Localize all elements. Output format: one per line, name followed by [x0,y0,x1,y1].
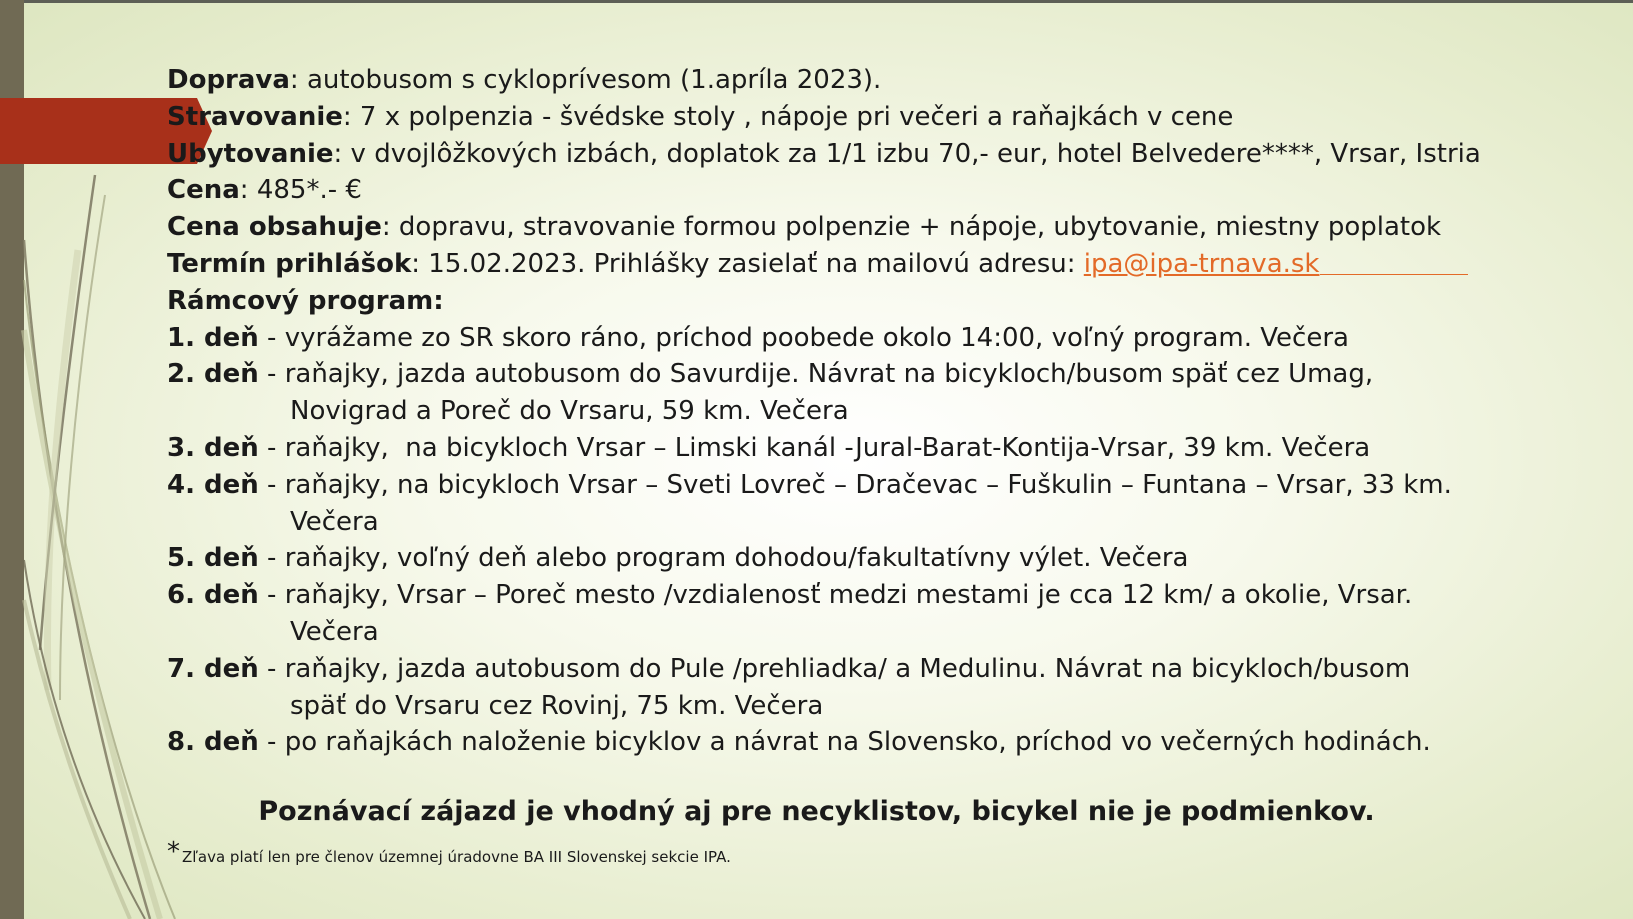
day-separator: - [258,653,285,684]
day-line [167,356,1627,393]
info-label: Cena obsahuje [167,212,382,243]
info-line [167,172,1627,209]
day-separator: - [258,469,285,500]
info-separator: : [289,65,307,95]
day-label: 6. deň [167,580,259,611]
info-text: 7 x polpenzia - švédske stoly , nápoje pri večeri a raňajkách v cene [359,101,1234,132]
day-text: raňajky, voľný deň alebo program dohodou/fakultatívny výlet. Večera [284,543,1189,574]
day-text: raňajky, na bicykloch Vrsar – Sveti Lovreč – Dračevac – Fuškulin – Funtana – Vrsar, 33 km. [284,469,1452,500]
info-label: Stravovanie [167,101,343,132]
day-line [167,724,1627,761]
day-text: Novigrad a Poreč do Vrsaru, 59 km. Večera [290,396,849,427]
day-label: 2. deň [167,359,259,390]
day-label: 7. deň [167,653,259,684]
info-line [167,136,1627,173]
day-continuation-line [167,504,1627,541]
day-separator: - [258,580,285,611]
day-line [167,467,1627,504]
email-link[interactable]: ipa@ipa-trnava.sk [1083,248,1320,279]
program-heading: Rámcový program: [167,285,444,316]
info-label: Doprava [167,65,290,95]
footnote [167,837,731,867]
day-separator: - [258,432,285,463]
info-line [167,62,1627,99]
info-text: autobusom s cykloprívesom (1.apríla 2023). [306,65,882,95]
info-line [167,99,1627,136]
day-label: 1. deň [167,322,259,353]
day-label: 3. deň [167,432,259,463]
day-text: Večera [290,616,379,647]
day-text: vyrážame zo SR skoro ráno, príchod poobede okolo 14:00, voľný program. Večera [284,322,1349,353]
day-continuation-line [167,393,1627,430]
registration-line [167,246,1627,283]
registration-label: Termín prihlášok [167,248,412,279]
info-section [167,62,1627,246]
day-line [167,651,1627,688]
registration-text: 15.02.2023. Prihlášky zasielať na mailovú adresu: [428,248,1084,279]
info-separator: : [381,212,399,243]
day-text: Večera [290,506,379,537]
day-separator: - [258,543,285,574]
day-text: raňajky, jazda autobusom do Savurdije. Návrat na bicykloch/busom späť cez Umag, [284,359,1374,390]
bottom-note: Poznávací zájazd je vhodný aj pre necyklistov, bicykel nie je podmienkov. [258,796,1375,827]
day-text: raňajky, Vrsar – Poreč mesto /vzdialenosť medzi mestami je cca 12 km/ a okolie, Vrsar. [284,580,1413,611]
info-text: dopravu, stravovanie formou polpenzie + nápoje, ubytovanie, miestny poplatok [398,212,1442,243]
day-line [167,430,1627,467]
registration-separator: : [411,248,429,279]
info-line [167,209,1627,246]
day-text: po raňajkách naloženie bicyklov a návrat na Slovensko, príchod vo večerných hodinách. [284,727,1431,758]
footnote-text: Zľava platí len pre členov územnej úradovne BA III Slovenskej sekcie IPA. [182,848,731,866]
day-label: 4. deň [167,469,259,500]
day-text: raňajky, jazda autobusom do Pule /prehliadka/ a Medulinu. Návrat na bicykloch/busom [284,653,1411,684]
day-line [167,577,1627,614]
content-block [167,62,1627,761]
day-text: raňajky, na bicykloch Vrsar – Limski kanál -Jural-Barat-Kontija-Vrsar, 39 km. Večera [284,432,1371,463]
info-text: 485*.- € [256,175,362,206]
day-text: späť do Vrsaru cez Rovinj, 75 km. Večera [290,690,824,721]
info-text: v dvojlôžkových izbách, doplatok za 1/1 izbu 70,- eur, hotel Belvedere****, Vrsar, Istria [350,138,1481,169]
day-separator: - [258,727,285,758]
info-separator: : [239,175,257,206]
info-label: Ubytovanie [167,138,334,169]
day-label: 5. deň [167,543,259,574]
email-underline [1320,273,1468,275]
info-label: Cena [167,175,240,206]
program-days [167,320,1627,762]
footnote-star: * [167,837,180,867]
day-label: 8. deň [167,727,259,758]
info-separator: : [342,101,360,132]
day-continuation-line [167,688,1627,725]
day-separator: - [258,322,285,353]
day-separator: - [258,359,285,390]
day-continuation-line [167,614,1627,651]
day-line [167,540,1627,577]
day-line [167,320,1627,357]
info-separator: : [333,138,351,169]
